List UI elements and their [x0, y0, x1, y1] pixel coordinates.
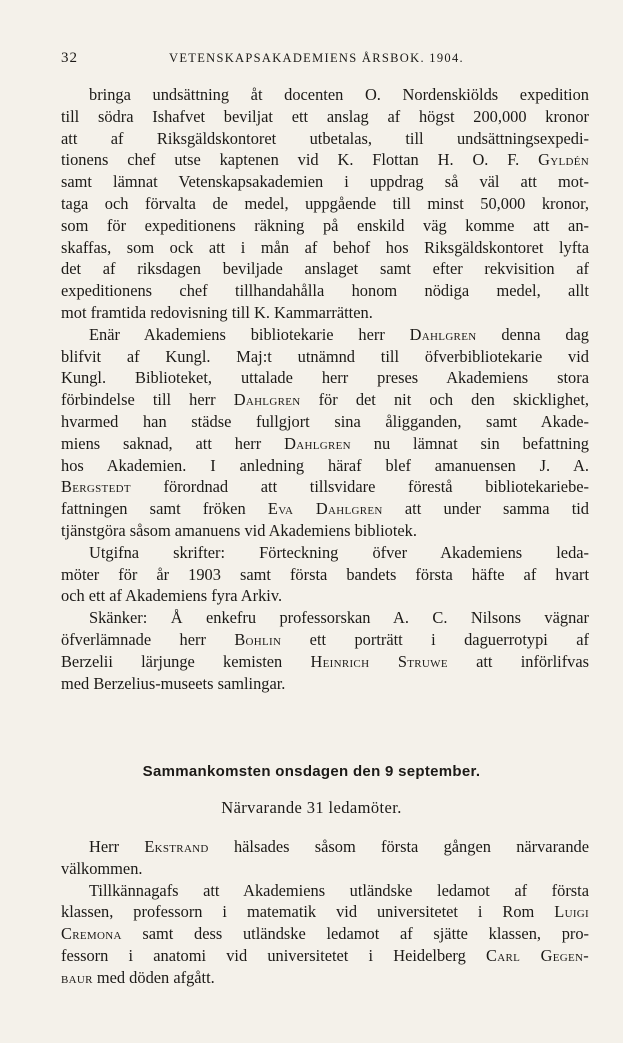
text-line [61, 629, 589, 651]
person-name: Gyldén [538, 150, 589, 170]
text-segment: klassen, professorn i matematik vid universitetet i Rom [61, 902, 555, 922]
text-segment: förordnad att tillsvidare förestå bibliotekariebe- [130, 477, 589, 497]
text-line [61, 149, 589, 171]
text-line [61, 324, 589, 346]
text-line: blifvit af Kungl. Maj:t utnämnd till öfverbibliotekarie vid [61, 346, 589, 366]
text-segment: att under samma tid [382, 499, 590, 519]
running-title: VETENSKAPSAKADEMIENS ÅRSBOK. 1904. [169, 51, 464, 65]
text-segment: förbindelse till herr [61, 390, 234, 410]
text-line: expeditionens chef tillhandahålla honom nödiga medel, allt [61, 281, 589, 301]
body-text-block-2 [61, 836, 589, 989]
text-segment: för det nit och den skicklighet, [300, 390, 589, 410]
person-name: Dahlgren [409, 324, 477, 344]
text-line: taga och förvalta de medel, uppgående till minst 50,000 kronor, [61, 193, 589, 213]
text-line [61, 433, 589, 455]
text-segment: denna dag [476, 324, 590, 344]
text-segment: hälsades såsom första gången närvarande [208, 837, 589, 856]
text-segment: Berzelii lärjunge kemisten [61, 651, 311, 671]
text-segment: Herr [89, 837, 145, 856]
text-line [61, 836, 589, 858]
text-segment: med döden afgått. [92, 967, 215, 987]
text-line: tjänstgöra såsom amanuens vid Akademiens bibliotek. [61, 520, 417, 540]
text-line: bringa undsättning åt docenten O. Nordenskiölds expedition [89, 85, 589, 104]
body-text-block [61, 84, 589, 694]
person-name: Eva Dahlgren [267, 499, 383, 519]
attendance-line: Närvarande 31 ledamöter. [221, 798, 402, 817]
text-line: mot framtida redovisning till K. Kammarrätten. [61, 302, 373, 322]
text-line: att af Riksgäldskontoret utbetalas, till undsättningsexpedi- [61, 128, 589, 148]
text-line: Utgifna skrifter: Förteckning öfver Akademiens leda- [89, 542, 589, 562]
text-segment: Enär Akademiens bibliotekarie herr [89, 324, 410, 344]
person-name: baur [61, 967, 93, 987]
person-name: Bohlin [234, 629, 282, 649]
text-line [61, 945, 589, 967]
text-segment: fessorn i anatomi vid universitetet i Heidelberg [61, 945, 486, 965]
text-line: Tillkännagafs att Akademiens utländske ledamot af första [89, 880, 589, 900]
person-name: Carl Gegen- [485, 945, 589, 965]
text-line: med Berzelius-museets samlingar. [61, 673, 286, 693]
text-line [61, 498, 589, 520]
text-segment: tionens chef utse kaptenen vid K. Flottan H. O. F. [61, 150, 539, 170]
text-line [61, 389, 589, 411]
person-name: Bergstedt [61, 477, 131, 497]
section-heading: Sammankomsten onsdagen den 9 september. [142, 763, 481, 780]
text-segment: öfverlämnade herr [61, 629, 235, 649]
text-line: som för expeditionens räkning på enskild väg komme att an- [61, 215, 589, 235]
text-line: Kungl. Biblioteket, uttalade herr preses Akademiens stora [61, 368, 589, 388]
text-line: till södra Ishafvet beviljat ett anslag af högst 200,000 kronor [61, 106, 589, 126]
page-number: 32 [61, 50, 78, 66]
text-line: hos Akademien. I anledning häraf blef amanuensen J. A. [61, 455, 589, 475]
text-segment: nu lämnat sin befattning [350, 433, 589, 453]
text-segment: fattningen samt fröken [61, 499, 268, 519]
text-segment: samt dess utländske ledamot af sjätte klassen, pro- [121, 924, 589, 944]
text-line [61, 651, 589, 673]
text-segment: att införlifvas [447, 651, 589, 671]
person-name: Cremona [61, 924, 122, 944]
text-line: och ett af Akademiens fyra Arkiv. [61, 586, 283, 606]
text-segment: ett porträtt i daguerrotypi af [281, 629, 589, 649]
text-line [61, 923, 589, 945]
person-name: Luigi [554, 902, 589, 922]
person-name: Dahlgren [233, 390, 301, 410]
person-name: Dahlgren [284, 433, 351, 453]
text-line: det af riksdagen beviljade anslaget samt efter rekvisition af [61, 259, 589, 279]
text-line: hvarmed han städse fullgjort sina åligganden, samt Akade- [61, 411, 589, 431]
text-line: Skänker: Å enkefru professorskan A. C. Nilsons vägnar [89, 608, 589, 628]
text-line: möter för år 1903 samt första bandets första häfte af hvart [61, 564, 589, 584]
text-line [61, 476, 589, 498]
text-segment: miens saknad, att herr [61, 433, 285, 453]
person-name: Ekstrand [144, 837, 209, 856]
text-line: välkommen. [61, 858, 143, 878]
page-header [61, 50, 587, 72]
text-line: skaffas, som ock att i mån af behof hos Riksgäldskontoret lyfta [61, 237, 589, 257]
text-line [61, 967, 589, 989]
text-line [61, 901, 589, 923]
text-line: samt lämnat Vetenskapsakademien i uppdrag så väl att mot- [61, 172, 589, 192]
person-name: Heinrich Struwe [310, 651, 448, 671]
